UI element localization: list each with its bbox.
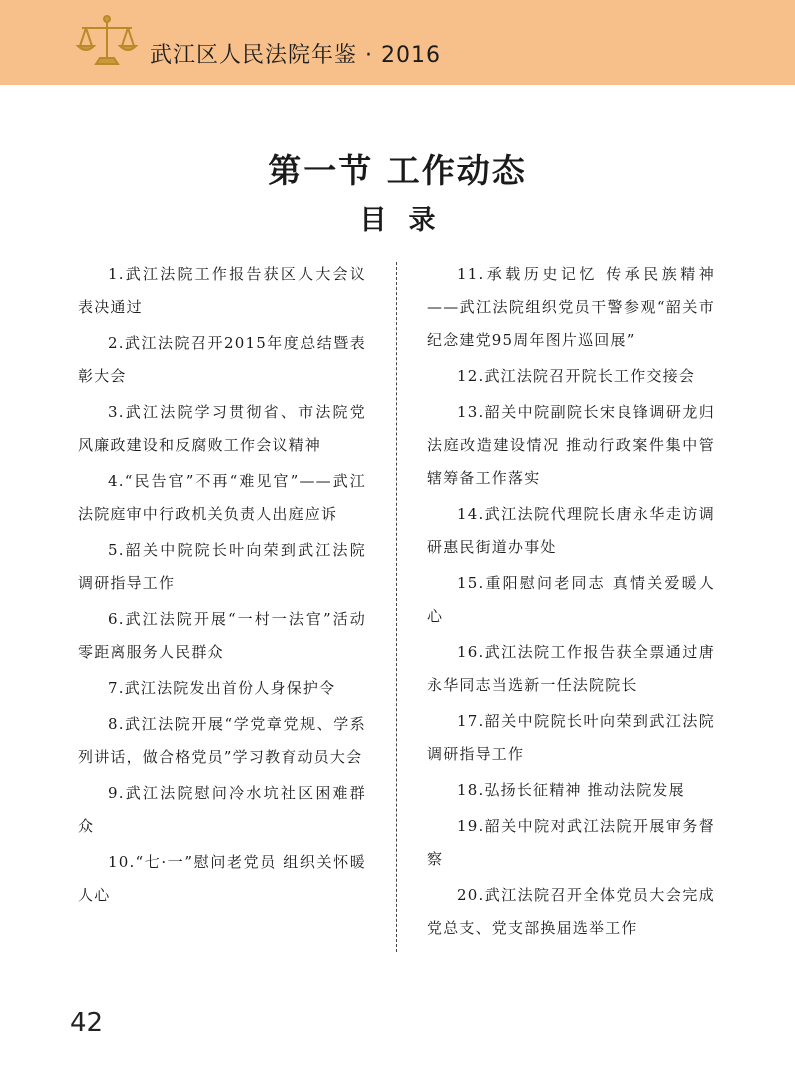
- toc-entry[interactable]: 3.武江法院学习贯彻省、市法院党风廉政建设和反腐败工作会议精神: [78, 403, 366, 454]
- toc-entry[interactable]: 9.武江法院慰问冷水坑社区困难群众: [78, 784, 366, 835]
- header-band: [0, 0, 795, 85]
- toc-entry[interactable]: 2.武江法院召开2015年度总结暨表彰大会: [78, 334, 366, 385]
- toc-entry[interactable]: 16.武江法院工作报告获全票通过唐永华同志当选新一任法院院长: [427, 643, 715, 694]
- toc-left-column: [78, 258, 366, 915]
- toc-entry[interactable]: 5.韶关中院院长叶向荣到武江法院调研指导工作: [78, 541, 366, 592]
- toc-entry[interactable]: 4.“民告官”不再“难见官”——武江法院庭审中行政机关负责人出庭应诉: [78, 472, 366, 523]
- yearbook-title: 武江区人民法院年鉴 · 2016: [150, 43, 441, 68]
- toc-entry[interactable]: 15.重阳慰问老同志 真情关爱暖人心: [427, 574, 715, 625]
- toc-entry[interactable]: 14.武江法院代理院长唐永华走访调研惠民街道办事处: [427, 505, 715, 556]
- toc-title: 目录: [359, 205, 458, 236]
- column-divider: [396, 262, 397, 952]
- page-number: 42: [70, 1008, 104, 1038]
- toc-entry[interactable]: 7.武江法院发出首份人身保护令: [108, 679, 336, 697]
- toc-right-column: [427, 258, 715, 948]
- toc-entry[interactable]: 12.武江法院召开院长工作交接会: [457, 367, 696, 385]
- toc-entry[interactable]: 19.韶关中院对武江法院开展审务督察: [427, 817, 715, 868]
- toc-entry[interactable]: 17.韶关中院院长叶向荣到武江法院调研指导工作: [427, 712, 715, 763]
- toc-entry[interactable]: 10.“七·一”慰问老党员 组织关怀暖人心: [78, 853, 366, 904]
- toc-entry[interactable]: 13.韶关中院副院长宋良锋调研龙归法庭改造建设情况 推动行政案件集中管辖筹备工作落实: [427, 403, 715, 487]
- toc-entry[interactable]: 11.承载历史记忆 传承民族精神——武江法院组织党员干警参观“韶关市纪念建党95周年图片巡回展”: [427, 265, 715, 349]
- toc-entry[interactable]: 6.武江法院开展“一村一法官”活动 零距离服务人民群众: [78, 610, 366, 661]
- toc-entry[interactable]: 8.武江法院开展“学党章党规、学系列讲话，做合格党员”学习教育动员大会: [78, 715, 366, 766]
- toc-entry[interactable]: 1.武江法院工作报告获区人大会议表决通过: [78, 265, 366, 316]
- section-title: 第一节 工作动态: [268, 151, 527, 190]
- toc-entry[interactable]: 20.武江法院召开全体党员大会完成党总支、党支部换届选举工作: [427, 886, 715, 937]
- toc-entry[interactable]: 18.弘扬长征精神 推动法院发展: [457, 781, 685, 799]
- scales-of-justice-icon: [72, 12, 142, 72]
